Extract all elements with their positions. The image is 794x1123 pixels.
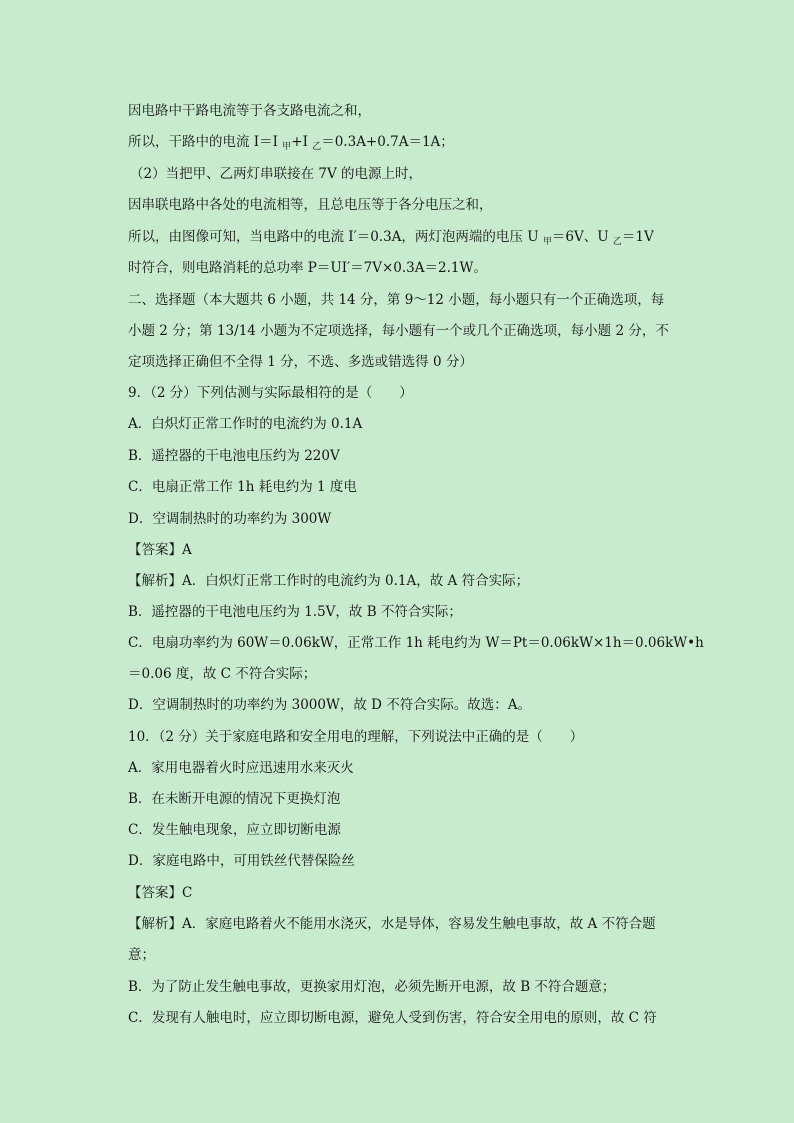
analysis-text: C．发现有人触电时，应立即切断电源，避免人受到伤害，符合安全用电的原则，故 C 符: [128, 1010, 657, 1026]
section-heading: 小题 2 分；第 13/14 小题为不定项选择，每小题有一个或几个正确选项，每小题 2 分，不: [128, 323, 669, 339]
analysis-text: 【解析】A．白炽灯正常工作时的电流约为 0.1A，故 A 符合实际；: [128, 573, 530, 589]
text-line: 所以，由图像可知，当电路中的电流 I′＝0.3A，两灯泡两端的电压 U $_甲$＝6V、U $_乙$＝1V: [128, 229, 654, 247]
option-b: B．在未断开电源的情况下更换灯泡: [128, 791, 341, 807]
section-heading: 定项选择正确但不全得 1 分，不选、多选或错选得 0 分）: [128, 354, 473, 370]
analysis-text: D．空调制热时的功率约为 3000W，故 D 不符合实际。故选：A。: [128, 697, 532, 713]
question-stem: 10．（2 分）关于家庭电路和安全用电的理解，下列说法中正确的是（ ）: [128, 729, 584, 745]
question-stem: 9．（2 分）下列估测与实际最相符的是（ ）: [128, 385, 413, 401]
text-line: 因串联电路中各处的电流相等，且总电压等于各分电压之和，: [128, 197, 493, 213]
analysis-text: B．遥控器的干电池电压约为 1.5V，故 B 不符合实际；: [128, 604, 462, 620]
option-b: B．遥控器的干电池电压约为 220V: [128, 448, 340, 464]
answer-label: 【答案】A: [128, 542, 192, 558]
text-line: 因电路中干路电流等于各支路电流之和，: [128, 103, 371, 119]
option-c: C．电扇正常工作 1h 耗电约为 1 度电: [128, 479, 357, 495]
option-d: D．空调制热时的功率约为 300W: [128, 511, 332, 527]
answer-label: 【答案】C: [128, 885, 193, 901]
analysis-text: ＝0.06 度，故 C 不符合实际；: [128, 666, 317, 682]
analysis-text: 意；: [128, 947, 155, 963]
text-line: 时符合，则电路消耗的总功率 P＝UI′＝7V×0.3A＝2.1W。: [128, 260, 487, 276]
option-c: C．发生触电现象，应立即切断电源: [128, 822, 341, 838]
section-heading: 二、选择题（本大题共 6 小题，共 14 分，第 9～12 小题，每小题只有一个正确选项，每: [128, 292, 665, 308]
option-a: A．白炽灯正常工作时的电流约为 0.1A: [128, 416, 363, 432]
option-d: D．家庭电路中，可用铁丝代替保险丝: [128, 853, 355, 869]
text-line: （2）当把甲、乙两灯串联接在 7V 的电源上时，: [130, 166, 423, 182]
text-line: 所以，干路中的电流 I＝I $_甲$+I $_乙$＝0.3A+0.7A＝1A；: [128, 134, 454, 152]
analysis-text: 【解析】A．家庭电路着火不能用水浇灭，水是导体，容易发生触电事故，故 A 不符合题: [128, 916, 656, 932]
analysis-text: C．电扇功率约为 60W＝0.06kW，正常工作 1h 耗电约为 W＝Pt＝0.06kW×1h＝0.06kW•h: [128, 635, 704, 651]
option-a: A．家用电器着火时应迅速用水来灭火: [128, 760, 354, 776]
analysis-text: B．为了防止发生触电事故，更换家用灯泡，必须先断开电源，故 B 不符合题意；: [128, 979, 616, 995]
